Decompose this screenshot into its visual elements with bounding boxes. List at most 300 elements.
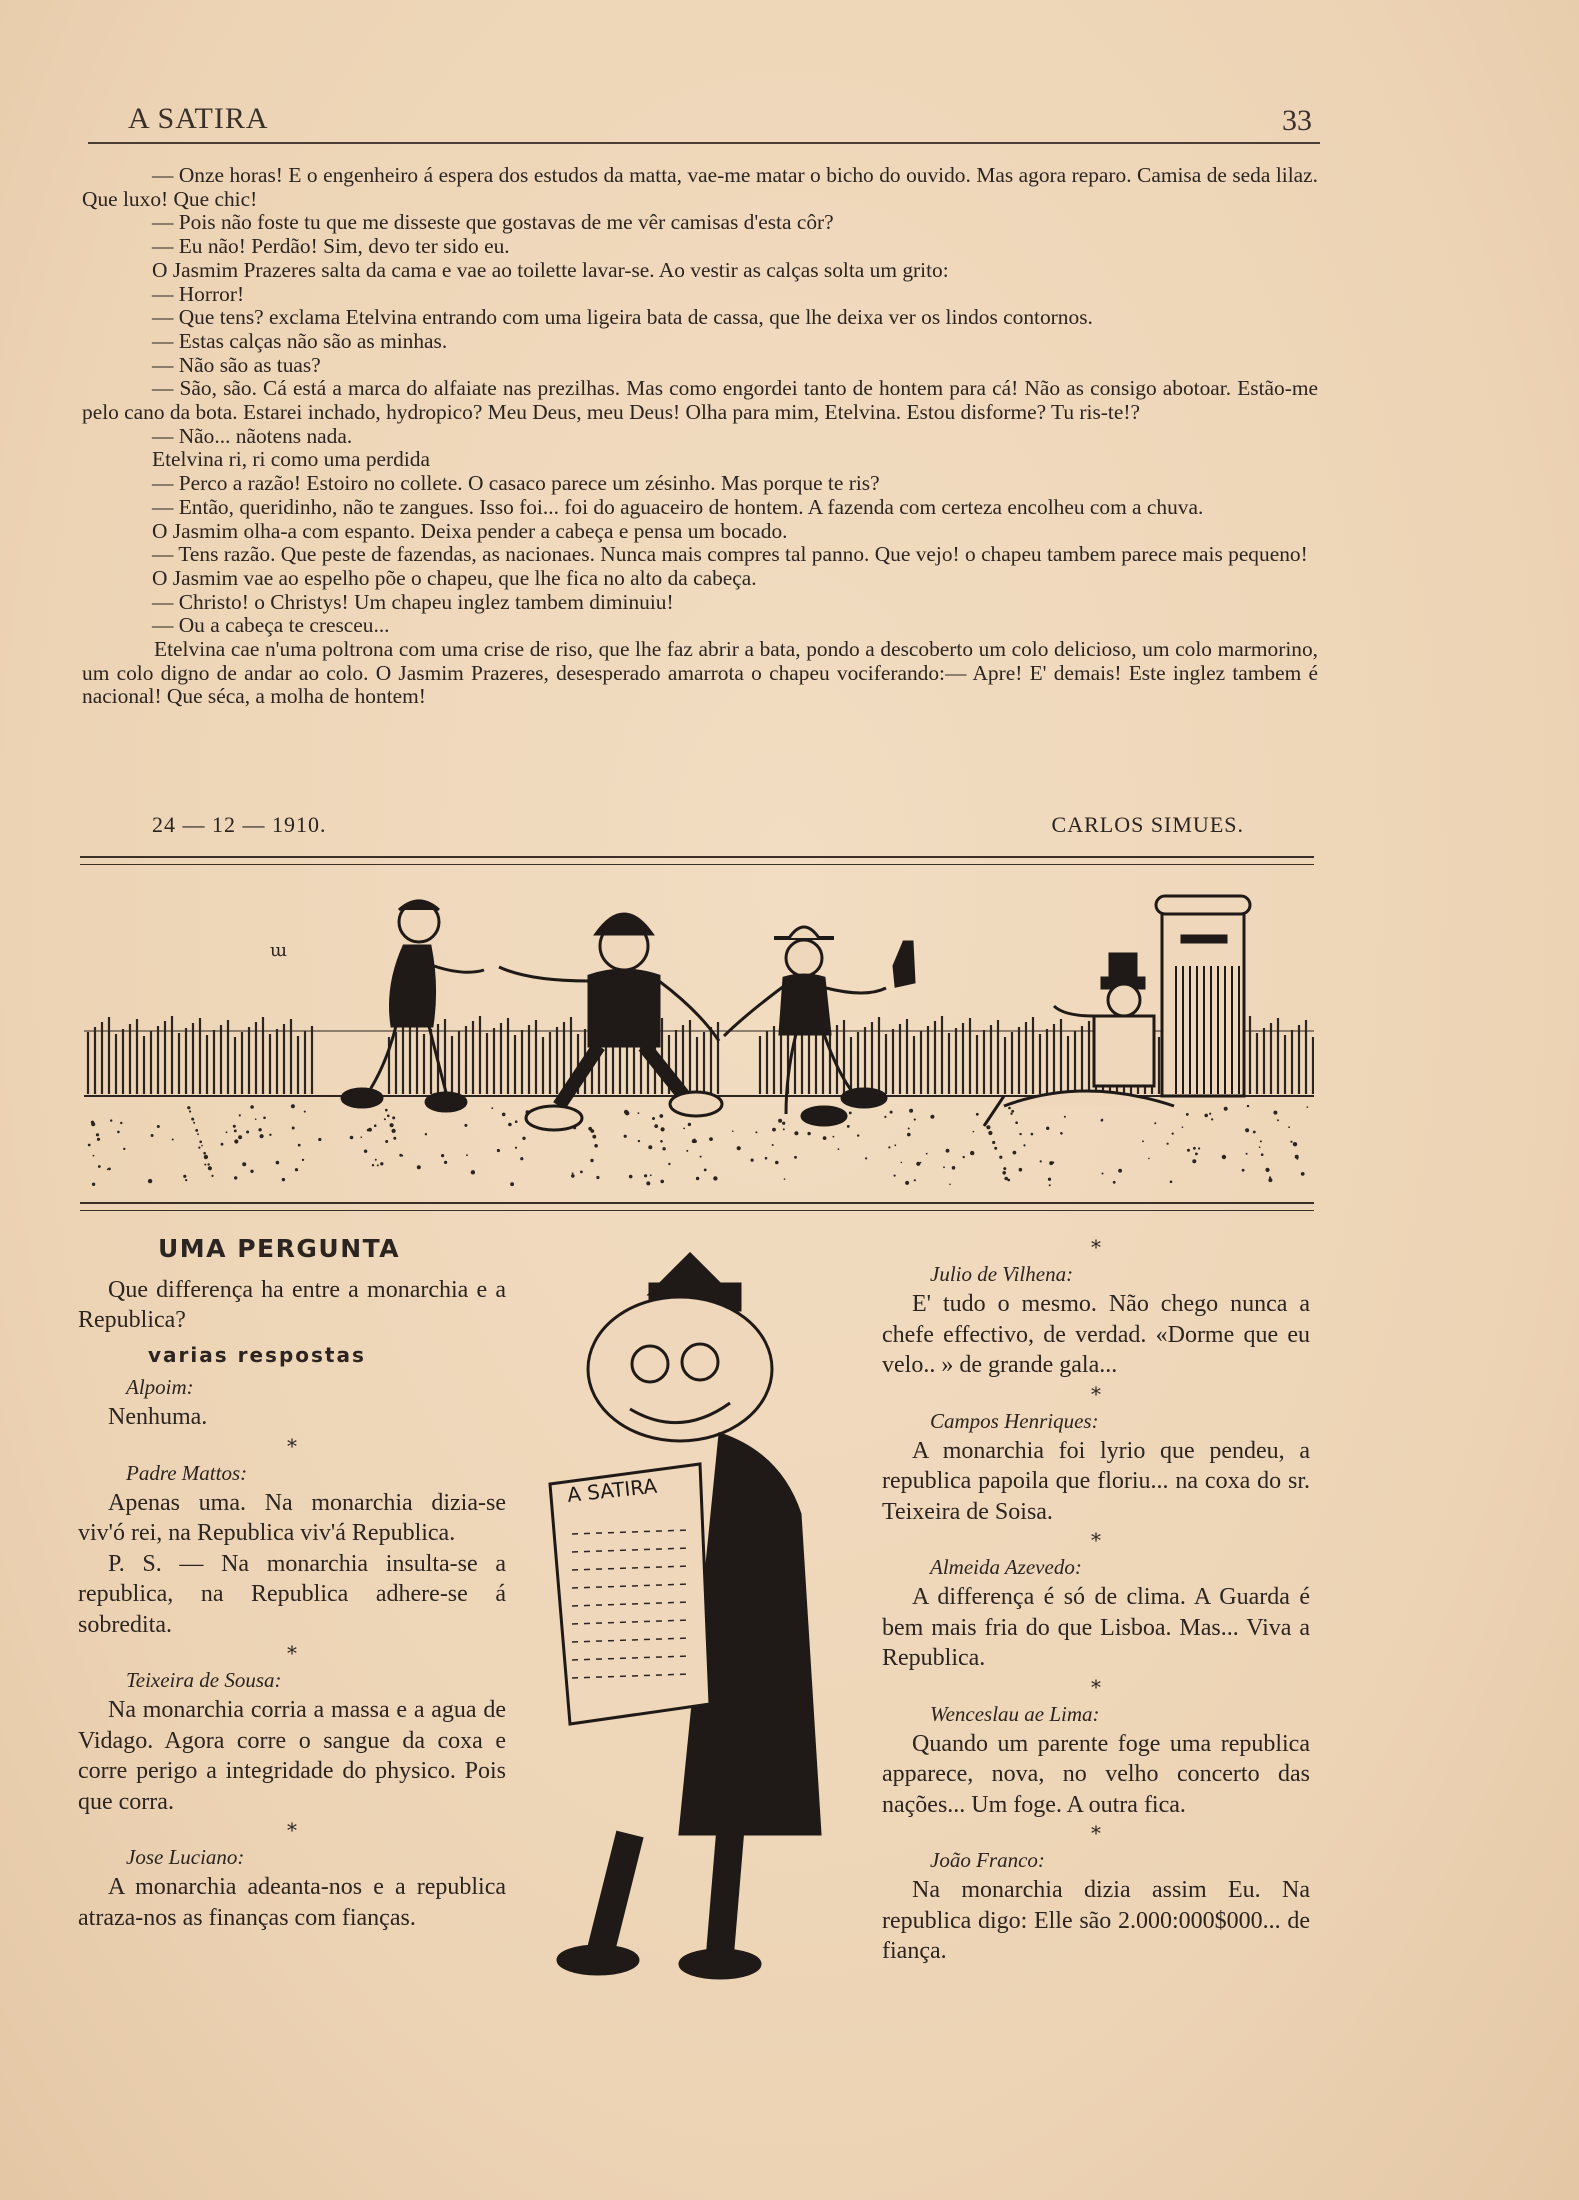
pavement-dot (1288, 1126, 1290, 1128)
pavement-dot (1246, 1153, 1248, 1155)
pavement-dot (668, 1163, 670, 1165)
pavement-dot (914, 1179, 916, 1181)
pavement-dot (833, 1136, 835, 1138)
pavement-dot (471, 1170, 475, 1174)
pavement-dot (393, 1137, 396, 1140)
pavement-dot (148, 1179, 152, 1183)
pavement-dot (401, 1155, 403, 1157)
section-title: UMA PERGUNTA (158, 1234, 401, 1263)
pavement-dot (295, 1168, 298, 1171)
pavement-dot (646, 1181, 650, 1185)
pavement-dot (1245, 1128, 1249, 1132)
street-cartoon-illustration (84, 866, 1314, 1196)
pavement-dot (191, 1118, 194, 1121)
pavement-dot (857, 1134, 859, 1136)
pavement-dot (1015, 1121, 1018, 1124)
story-line: — Tens razão. Que peste de fazendas, as nacionaes. Nunca mais compres tal panno. Que vejo! o chapeu tambem parece mais pequeno! (152, 542, 1308, 567)
pavement-dot (1204, 1114, 1208, 1118)
separator-star: * (1091, 1674, 1101, 1699)
pavement-dot (204, 1155, 208, 1159)
separator-star: * (1091, 1821, 1101, 1845)
pavement-dot (1277, 1119, 1279, 1121)
pavement-dot (201, 1145, 203, 1147)
pavement-dot (1259, 1146, 1261, 1148)
pavement-dot (187, 1106, 190, 1109)
pavement-dot (1307, 1106, 1309, 1108)
pavement-dot (976, 1113, 979, 1116)
pavement-dot (123, 1148, 125, 1150)
pavement-dot (239, 1114, 241, 1116)
answer-text: A differença é só de clima. A Guarda é bem mais fria do que Lisboa. Mas... Viva a Republica. (882, 1584, 1310, 1671)
separator-star: * (287, 1818, 297, 1842)
answer-author: João Franco: (930, 1848, 1045, 1872)
pavement-dot (390, 1123, 394, 1127)
cartoon-top-rule (80, 856, 1314, 865)
pavement-dot (847, 1125, 850, 1128)
pavement-dot (497, 1149, 500, 1152)
answer-text: A monarchia adeanta-nos e a republica atraza-nos as finanças com fianças. (78, 1874, 506, 1931)
pavement-dot (1192, 1159, 1196, 1163)
pavement-dot (907, 1133, 911, 1137)
pavement-dot (1019, 1133, 1021, 1135)
pavement-dot (372, 1164, 374, 1166)
pavement-dot (282, 1178, 285, 1181)
pavement-dot (765, 1157, 768, 1160)
pavement-dot (1242, 1169, 1245, 1172)
pavement-dot (794, 1131, 798, 1135)
pavement-dot (638, 1140, 640, 1142)
answer-text: Nenhuma. (108, 1404, 208, 1430)
pavement-dot (1008, 1107, 1011, 1110)
pavement-dot (172, 1139, 174, 1141)
pavement-dot (660, 1140, 663, 1143)
pavement-dot (737, 1146, 741, 1150)
pavement-dot (661, 1127, 665, 1131)
pavement-dot (207, 1163, 209, 1165)
pavement-dot (508, 1123, 512, 1127)
pavement-dot (884, 1116, 886, 1118)
separator-star: * (287, 1433, 297, 1458)
pavement-dot (963, 1156, 965, 1158)
pavement-dot (986, 1125, 990, 1129)
story-line: — Christo! o Christys! Um chapeu inglez tambem diminuiu! (152, 589, 674, 614)
pavement-dot (234, 1130, 237, 1133)
pavement-dot (375, 1159, 377, 1161)
answer-author: Julio de Vilhena: (930, 1262, 1074, 1286)
pavement-dot (1273, 1111, 1277, 1115)
pavement-dot (772, 1128, 776, 1132)
pavement-dot (392, 1116, 395, 1119)
pavement-dot (520, 1157, 523, 1160)
pavement-dot (662, 1147, 665, 1150)
pavement-dot (629, 1175, 633, 1179)
pavement-dot (304, 1111, 306, 1113)
pavement-dot (1023, 1144, 1025, 1146)
masthead: A SATIRA (128, 102, 269, 135)
pavement-dot (732, 1130, 734, 1132)
pavement-dot (96, 1133, 99, 1136)
newspaper-label: A SATIRA (566, 1473, 659, 1507)
pavement-dot (865, 1157, 867, 1159)
story-line: O Jasmim Prazeres salta da cama e vae ao toilette lavar-se. Ao vestir as calças solta um grito: (152, 257, 949, 282)
story-line: — Eu não! Perdão! Sim, devo ter sido eu. (152, 234, 510, 259)
pavement-dot (198, 1147, 200, 1149)
pavement-dot (916, 1162, 920, 1166)
story-line: O Jasmim vae ao espelho põe o chapeu, que lhe fica no alto da cabeça. (152, 565, 757, 590)
story-line: — São, são. Cá está a marca do alfaiate nas prezilhas. Mas como engordei tanto de hontem para cá! Não as consigo abotoar. Estão-me pelo cano da bota. Estarei inchado, hydropico? Meu Deus, meu Deus! Olha para mim, Etelvina. Estou disforme? Tu ris-te!? (82, 376, 1318, 425)
pavement-dot (783, 1128, 785, 1130)
pavement-dot (1167, 1143, 1169, 1145)
pavement-dot (914, 1118, 916, 1120)
pavement-dot (784, 1178, 786, 1180)
pavement-dot (387, 1115, 390, 1118)
story-line: — Ou a cabeça te cresceu... (152, 613, 390, 638)
pavement-dot (1154, 1122, 1156, 1124)
answer-author: Alpoim: (126, 1375, 194, 1399)
pavement-dot (204, 1164, 206, 1166)
pavement-dot (1011, 1110, 1014, 1113)
pavement-dot (1049, 1184, 1051, 1186)
pavement-dot (1253, 1131, 1256, 1134)
pavement-dot (794, 1156, 797, 1159)
pavement-dot (1195, 1153, 1198, 1156)
pavement-dot (318, 1138, 321, 1141)
pavement-dot (1293, 1142, 1297, 1146)
pavement-dot (1301, 1172, 1305, 1176)
pavement-dot (992, 1141, 995, 1144)
pavement-dot (367, 1129, 370, 1132)
pavement-dot (946, 1149, 950, 1153)
answer-author: Jose Luciano: (126, 1845, 245, 1869)
pavement-dot (1187, 1149, 1190, 1152)
pavement-dot (93, 1155, 95, 1157)
pavement-dot (1296, 1158, 1298, 1160)
pavement-dot (425, 1133, 427, 1135)
pavement-dot (648, 1145, 652, 1149)
story-text (82, 164, 1318, 709)
pavement-dot (208, 1166, 212, 1170)
pavement-dot (1003, 1167, 1006, 1170)
story-line: — Que tens? exclama Etelvina entrando com uma ligeira bata de cassa, que lhe deixa ver os lindos contornos. (152, 305, 1093, 330)
pavement-dot (238, 1135, 242, 1139)
pavement-dot (250, 1105, 254, 1109)
pavement-dot (807, 1132, 810, 1135)
answer-text: Apenas uma. Na monarchia dizia-se viv'ó rei, na Republica viv'á Republica. (78, 1489, 506, 1546)
pavement-dot (952, 1166, 956, 1170)
pavement-dot (1031, 1133, 1034, 1136)
pavement-dot (592, 1135, 596, 1139)
pavement-dot (1019, 1168, 1023, 1172)
pavement-dot (654, 1124, 658, 1128)
answer-postscript: P. S. — Na monarchia insulta-se a republica, na Republica adhere-se á sobredita. (78, 1550, 506, 1638)
pavement-dot (226, 1131, 228, 1133)
story-line: O Jasmim olha-a com espanto. Deixa pender a cabeça e pensa um bocado. (152, 518, 788, 543)
pavement-dot (823, 1136, 827, 1140)
story-footer (152, 812, 1244, 842)
story-line: — Então, queridinho, não te zangues. Isso foi... foi do aguaceiro de hontem. A fazenda com certeza encolheu com a chuva. (152, 494, 1204, 519)
pavement-dot (151, 1134, 154, 1137)
separator-star: * (1091, 1235, 1101, 1259)
pavement-dot (1118, 1169, 1122, 1173)
pavement-dot (624, 1135, 627, 1138)
answer-text: A monarchia foi lyrio que pendeu, a republica papoila que floriu... na coxa do sr. Teixeira de Soisa. (882, 1437, 1310, 1525)
story-line: — Pois não foste tu que me disseste que gostavas de me vêr camisas d'esta côr? (152, 210, 834, 235)
page-header (88, 96, 1320, 144)
binding-hole-mark (18, 405, 38, 425)
pavement-dot (384, 1118, 386, 1120)
pavement-dot (1247, 1105, 1249, 1107)
story-line: Etelvina cae n'uma poltrona com uma crise de riso, que lhe faz abrir a bata, pondo a descoberto um colo delicioso, um colo marmorino, um colo digno de andar ao colo. O Jasmim Prazeres, desesperado amarrota o chapeu vociferando:— Apre! E' demais! Este inglez tambem é nacional! Que séca, a molha de hontem! (82, 637, 1318, 709)
pavement-dot (1004, 1177, 1008, 1181)
pavement-dot (1269, 1176, 1271, 1178)
pavement-dot (1046, 1127, 1049, 1130)
answer-author: Teixeira de Sousa: (126, 1668, 282, 1692)
pavement-dot (652, 1117, 655, 1120)
pavement-dot (1182, 1126, 1184, 1128)
pavement-dot (659, 1114, 663, 1118)
pavement-dot (1102, 1173, 1104, 1175)
section-subtitle: varias respostas (148, 1343, 366, 1367)
answer-text: E' tudo o mesmo. Não chego nunca a chefe effectivo, de verdad. «Dorme que eu velo.. » de grande gala... (882, 1291, 1310, 1378)
pavement-dot (195, 1129, 198, 1132)
pavement-dot (1198, 1147, 1200, 1149)
pavement-dot (183, 1175, 186, 1178)
pavement-dot (571, 1174, 575, 1178)
pavement-dot (688, 1123, 691, 1126)
pavement-dot (91, 1122, 95, 1126)
pavement-dot (98, 1165, 101, 1168)
pavement-dot (88, 1144, 91, 1147)
answer-author: Wenceslau ae Lima: (930, 1701, 1100, 1726)
pavement-dot (234, 1139, 238, 1143)
pavement-dot (905, 1181, 909, 1185)
right-column (882, 1234, 1310, 1967)
pavement-dot (1261, 1153, 1264, 1156)
left-column (78, 1234, 506, 1933)
pavement-dot (1290, 1141, 1292, 1143)
pavement-dot (888, 1146, 890, 1148)
story-line: — Onze horas! E o engenheiro á espera dos estudos da matta, vae-me matar o bicho do ouvido. Mas agora reparo. Camisa de seda lilaz. Que luxo! Que chic! (82, 163, 1318, 211)
pavement-dot (775, 1161, 779, 1165)
pavement-dot (700, 1156, 702, 1158)
pavement-dot (772, 1144, 774, 1146)
story-date: 24 — 12 — 1910. (152, 812, 327, 837)
pavement-dot (302, 1159, 304, 1161)
pavement-dot (970, 1151, 974, 1155)
pavement-dot (364, 1150, 367, 1153)
pavement-dot (638, 1112, 640, 1114)
pavement-dot (233, 1125, 236, 1128)
cartoon-scribble: ա (270, 940, 288, 961)
pavement-dot (1060, 1132, 1063, 1135)
story-line: Etelvina ri, ri como uma perdida (152, 447, 430, 472)
pavement-dot (444, 1161, 447, 1164)
pavement-dot (1268, 1178, 1272, 1182)
pavement-dot (108, 1168, 111, 1171)
pavement-dot (988, 1131, 992, 1135)
pavement-dot (107, 1169, 109, 1171)
pavement-dot (1040, 1160, 1042, 1162)
pavement-dot (1170, 1181, 1173, 1184)
pavement-dot (694, 1140, 697, 1143)
author-signature: CARLOS SIMUES. (1051, 812, 1244, 837)
pavement-dot (1260, 1140, 1262, 1142)
pavement-dot (994, 1147, 997, 1150)
pavement-dot (930, 1115, 934, 1119)
pavement-dot (999, 1156, 1002, 1159)
pavement-dot (943, 1166, 945, 1168)
story-line: — Estas calças não são as minhas. (152, 328, 448, 353)
pavement-dot (908, 1128, 910, 1130)
pavement-dot (1224, 1107, 1228, 1111)
pavement-dot (193, 1122, 195, 1124)
pavement-dot (515, 1120, 518, 1123)
pavement-dot (751, 1159, 754, 1162)
pavement-dot (157, 1125, 160, 1128)
pavement-dot (1222, 1155, 1226, 1159)
pavement-dot (185, 1179, 187, 1181)
pavement-dot (464, 1124, 467, 1127)
pavement-dot (110, 1119, 112, 1121)
pavement-dot (1193, 1147, 1196, 1150)
pavement-dot (624, 1110, 628, 1114)
pavement-dot (269, 1134, 271, 1136)
pavement-dot (1049, 1161, 1053, 1165)
pavement-dot (660, 1180, 664, 1184)
pavement-dot (973, 1131, 975, 1133)
pavement-dot (510, 1182, 514, 1186)
pavement-dot (374, 1124, 377, 1127)
pavement-dot (197, 1133, 199, 1135)
answer-text: Na monarchia corria a massa e a agua de Vidago. Agora corre o sangue da coxa e corre perigo a integridade do physico. Pois que corra. (78, 1697, 506, 1815)
pavement-dot (242, 1162, 246, 1166)
pavement-dot (713, 1176, 717, 1180)
story-line: — Não... nãotens nada. (152, 423, 353, 448)
answer-author: Almeida Azevedo: (930, 1555, 1082, 1579)
pavement-dot (522, 1137, 525, 1140)
question-text: Que differença ha entre a monarchia e a Republica? (78, 1277, 506, 1333)
pavement-dot (417, 1165, 421, 1169)
pavement-dot (650, 1174, 652, 1176)
pavement-dot (1209, 1113, 1211, 1115)
pavement-dot (580, 1171, 583, 1174)
separator-star: * (1091, 1528, 1101, 1552)
caricature-man-reading-newspaper (520, 1234, 860, 1994)
pavement-dot (594, 1144, 598, 1148)
pavement-dot (298, 1144, 301, 1147)
answer-author: Campos Henriques: (930, 1408, 1099, 1433)
pavement-dot (189, 1110, 191, 1112)
story-line: — Horror! (152, 281, 245, 306)
pavement-dot (515, 1147, 517, 1149)
pavement-dot (590, 1129, 594, 1133)
pavement-dot (250, 1170, 253, 1173)
pavement-dot (203, 1152, 206, 1155)
pavement-dot (199, 1141, 202, 1144)
pavement-dot (644, 1174, 647, 1177)
pavement-dot (350, 1136, 354, 1140)
pavement-dot (392, 1129, 396, 1133)
pavement-dot (755, 1131, 757, 1133)
pavement-dot (246, 1131, 249, 1134)
pavement-dot (1013, 1151, 1017, 1155)
pavement-dot (696, 1177, 699, 1180)
pavement-dot (276, 1161, 280, 1165)
pavement-dot (926, 1153, 928, 1155)
pavement-dot (1048, 1178, 1051, 1181)
answer-text: Na monarchia dizia assim Eu. Na republica digo: Elle são 2.000:000$000... de fiança. (882, 1877, 1310, 1964)
pavement-dot (1113, 1181, 1116, 1184)
pavement-dot (704, 1169, 707, 1172)
pavement-dot (92, 1183, 95, 1186)
pavement-dot (686, 1150, 688, 1152)
pavement-dot (778, 1119, 782, 1123)
pavement-dot (441, 1154, 444, 1157)
pavement-dot (385, 1109, 388, 1112)
pavement-dot (1172, 1133, 1174, 1135)
pavement-dot (894, 1144, 896, 1146)
pavement-dot (291, 1104, 295, 1108)
answer-author: Padre Mattos: (126, 1460, 248, 1485)
page-number: 33 (1282, 104, 1312, 137)
pavement-dot (255, 1118, 257, 1120)
pavement-dot (838, 1148, 840, 1150)
cartoon-bottom-rule (80, 1202, 1314, 1211)
pavement-dot (97, 1138, 100, 1141)
pavement-dot (1211, 1118, 1213, 1120)
pavement-dot (1265, 1168, 1269, 1172)
pavement-dot (361, 1136, 363, 1138)
story-line: — Não são as tuas? (152, 352, 321, 377)
pavement-dot (221, 1143, 224, 1146)
pavement-dot (380, 1162, 383, 1165)
pavement-dot (782, 1122, 785, 1125)
pavement-dot (596, 1176, 599, 1179)
header-rule (88, 142, 1320, 144)
story-line: — Perco a razão! Estoiro no collete. O casaco parece um zésinho. Mas porque te ris? (152, 471, 880, 496)
pavement-dot (949, 1184, 951, 1186)
pavement-dot (572, 1172, 574, 1174)
pavement-dot (1186, 1113, 1189, 1116)
pavement-dot (1148, 1158, 1150, 1160)
pavement-dot (1010, 1113, 1012, 1115)
pavement-dot (211, 1175, 213, 1177)
pavement-dot (590, 1159, 593, 1162)
separator-star: * (287, 1641, 297, 1665)
pavement-dot (377, 1164, 379, 1166)
pavement-dot (909, 1109, 913, 1113)
answer-text: Quando um parente foge uma republica apparece, nova, no velho concerto das nações... Um foge. A outra fica. (882, 1730, 1310, 1818)
pavement-dot (117, 1131, 120, 1134)
pavement-dot (466, 1154, 468, 1156)
pavement-dot (120, 1122, 122, 1124)
pavement-dot (849, 1112, 852, 1115)
pavement-dot (1064, 1116, 1066, 1118)
pavement-dot (258, 1128, 261, 1131)
pavement-dot (263, 1117, 266, 1120)
pavement-dot (385, 1140, 388, 1143)
pavement-dot (709, 1137, 713, 1141)
separator-star: * (1091, 1381, 1101, 1406)
pavement-dot (260, 1134, 264, 1138)
pavement-dot (1101, 1119, 1104, 1122)
pavement-dot (292, 1127, 295, 1130)
pavement-dot (901, 1162, 903, 1164)
pavement-dot (234, 1176, 237, 1179)
pavement-dot (1002, 1171, 1006, 1175)
pavement-dot (894, 1175, 896, 1177)
pavement-dot (683, 1128, 685, 1130)
